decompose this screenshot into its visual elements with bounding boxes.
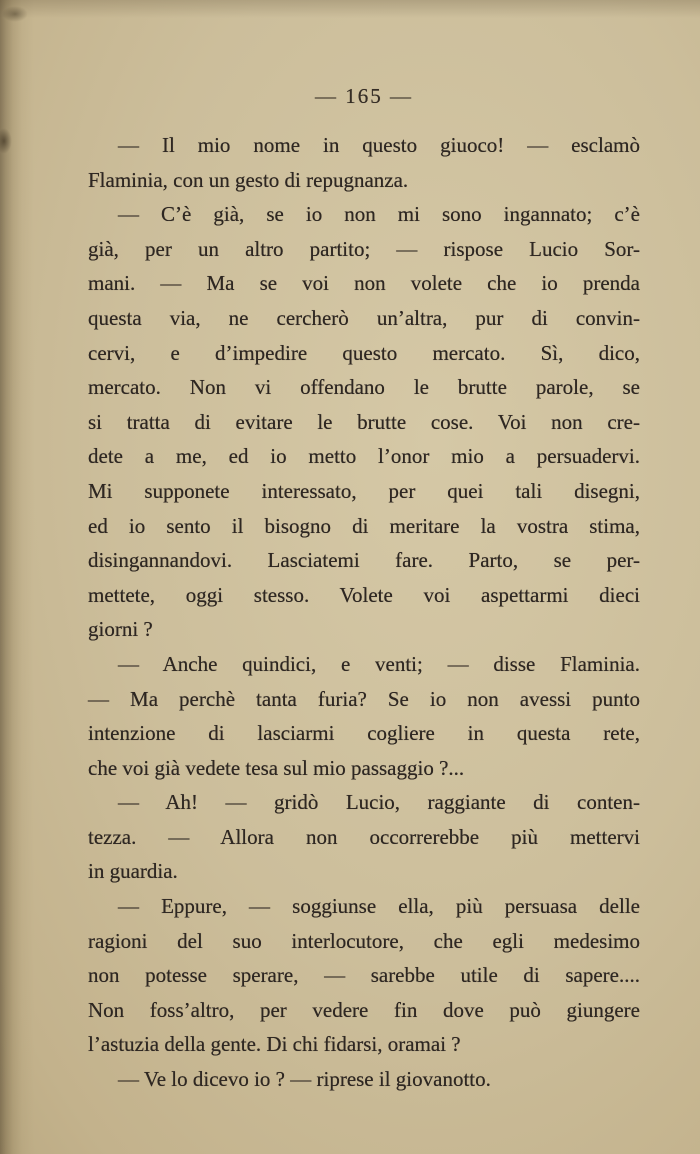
- text-line: intenzione di lasciarmi cogliere in questa rete,: [88, 721, 640, 746]
- paragraph: [88, 1062, 640, 1097]
- text-line: giorni ?: [88, 617, 153, 642]
- text-line: ed io sento il bisogno di meritare la vostra stima,: [88, 513, 640, 538]
- page-number: — 165 —: [315, 84, 413, 108]
- text-line: dete a me, ed io metto l’onor mio a persuadervi.: [88, 444, 640, 469]
- text-line: si tratta di evitare le brutte cose. Voi non cre-: [88, 409, 640, 434]
- text-line: — Il mio nome in questo giuoco! — esclamò: [118, 133, 640, 157]
- text-line: — Ma perchè tanta furia? Se io non avessi punto: [88, 686, 640, 711]
- text-line: non potesse sperare, — sarebbe utile di sapere....: [88, 963, 640, 988]
- text-line: — Anche quindici, e venti; — disse Flaminia.: [118, 651, 640, 676]
- paragraph: [88, 785, 640, 889]
- text-line: l’astuzia della gente. Di chi fidarsi, oramai ?: [88, 1032, 461, 1057]
- text-line: — Eppure, — soggiunse ella, più persuasa delle: [118, 894, 640, 919]
- text-line: questa via, ne cercherò un’altra, pur di convin-: [88, 305, 640, 330]
- text-line: in guardia.: [88, 859, 178, 884]
- text-line: — Ve lo dicevo io ? — riprese il giovanotto.: [118, 1067, 491, 1092]
- text-line: mettete, oggi stesso. Volete voi aspettarmi dieci: [88, 582, 640, 607]
- paragraph: [88, 197, 640, 647]
- text-line: Mi supponete interessato, per quei tali disegni,: [88, 478, 640, 503]
- paragraph: [88, 647, 640, 785]
- text-line: Non foss’altro, per vedere fin dove può giungere: [88, 997, 640, 1022]
- text-line: — C’è già, se io non mi sono ingannato; c’è: [118, 202, 640, 227]
- page-text: [88, 128, 640, 1097]
- text-line: che voi già vedete tesa sul mio passaggio ?...: [88, 755, 465, 780]
- paragraph: [88, 128, 640, 197]
- text-line: Flaminia, con un gesto di repugnanza.: [88, 167, 409, 192]
- paper-blemish: [2, 6, 28, 22]
- page-gutter-shadow: [0, 0, 34, 1154]
- text-line: mercato. Non vi offendano le brutte parole, se: [88, 375, 640, 400]
- text-line: già, per un altro partito; — rispose Lucio Sor-: [88, 236, 640, 261]
- text-line: disingannandovi. Lasciatemi fare. Parto, se per-: [88, 548, 640, 573]
- page-top-edge-shadow: [0, 0, 700, 18]
- text-line: cervi, e d’impedire questo mercato. Sì, dico,: [88, 340, 640, 365]
- text-line: mani. — Ma se voi non volete che io prenda: [88, 271, 640, 296]
- text-line: ragioni del suo interlocutore, che egli medesimo: [88, 928, 640, 953]
- paragraph: [88, 889, 640, 1062]
- text-line: tezza. — Allora non occorrerebbe più mettervi: [88, 824, 640, 849]
- text-line: — Ah! — gridò Lucio, raggiante di conten-: [118, 790, 640, 815]
